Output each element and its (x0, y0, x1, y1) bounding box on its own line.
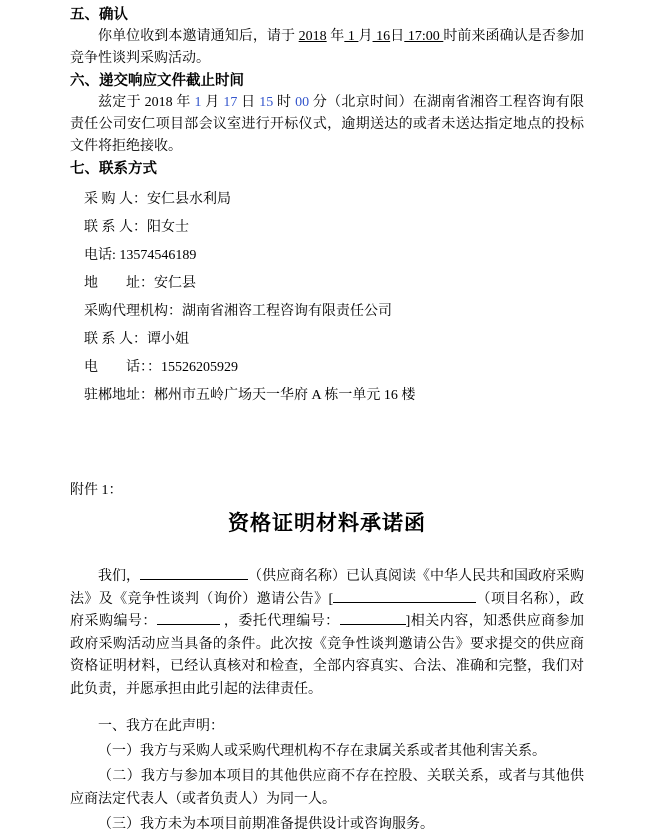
attach-seg6: ]相关内容，知悉供应商参加政府采购活动应当具备的条件。此次按《竞争性谈判邀请公告》要求提交的供应商资格证明材料，已经认真核对和检查，全部内容真实、合法、准确和完整，我们对此负责，并愿承担由此引起的法律责任。 (70, 614, 585, 697)
contact-line-agency-contact: 联 系 人：谭小姐 (84, 332, 189, 347)
contact-line-agency-phone: 电 话：：15526205929 (84, 360, 238, 375)
confirm-day-label: 日 (390, 29, 405, 44)
deadline-paragraph (70, 92, 584, 158)
section-confirm-heading: 五、确认 (70, 7, 128, 23)
declaration-heading: 一、我方在此声明： (98, 719, 224, 734)
contact-line-purchaser: 采 购 人：安仁县水利局 (84, 192, 231, 207)
deadline-seg2: 月 (201, 95, 224, 110)
contact-line-address: 地 址：安仁县 (84, 276, 196, 291)
confirm-paragraph (70, 26, 584, 70)
confirm-month-value: 1 (344, 29, 359, 44)
declaration-item-2: （二）我方与参加本项目的其他供应商不存在控股、关联关系，或者与其他供应商法定代表人（或者负责人）为同一人。 (70, 769, 584, 807)
attach-seg5: ，委托代理编号： (219, 614, 340, 629)
confirm-month-label: 月 (358, 29, 373, 44)
purchase-number-blank (157, 611, 220, 625)
attachment-label: 附件 1： (70, 483, 123, 498)
declaration-item-3: （三）我方未为本项目前期准备提供设计或咨询服务。 (98, 817, 434, 830)
deadline-hour-value: 15 (259, 95, 274, 110)
attach-seg4: 编号： (113, 614, 157, 629)
confirm-text-before: 你单位收到本邀请通知后，请于 (98, 29, 299, 44)
contact-line-contact-person: 联 系 人：阳女士 (84, 220, 189, 235)
section-contacts-heading: 七、联系方式 (70, 161, 157, 177)
confirm-time-value: 17:00 (404, 29, 444, 44)
deadline-minute-value: 00 (295, 95, 310, 110)
confirm-day-value: 16 (372, 29, 391, 44)
contact-line-phone: 电话: 13574546189 (84, 248, 197, 263)
supplier-name-blank (140, 566, 248, 580)
contact-line-agency: 采购代理机构：湖南省湘咨工程咨询有限责任公司 (84, 304, 392, 319)
attach-seg3: （项目名称），政府采购 (70, 591, 584, 629)
confirm-year-label: 年 (326, 29, 345, 44)
attach-seg2: （供应商名称）已认真阅读《中华人民共和国政府采购法》及《竞争性谈判（询价）邀请公告》[ (70, 569, 584, 607)
attachment-title: 资格证明材料承诺函 (228, 511, 426, 535)
contact-line-chenzhou-address: 驻郴地址：郴州市五岭广场天一华府 A 栋一单元 16 楼 (84, 388, 416, 403)
confirm-year-value: 2018 (298, 29, 327, 44)
deadline-seg4: 时 (273, 95, 296, 110)
section-deadline-heading: 六、递交响应文件截止时间 (70, 73, 244, 89)
deadline-seg1: 兹定于 2018 年 (98, 95, 195, 110)
deadline-seg3: 日 (237, 95, 260, 110)
contacts-block (70, 186, 584, 410)
deadline-month-value: 1 (194, 95, 202, 110)
confirm-text-after: 时前来函确认是否参加竞争性谈判采购活动。 (70, 29, 585, 66)
attach-seg1: 我们， (98, 569, 140, 584)
attachment-body-paragraph (70, 566, 584, 701)
deadline-seg5: 分（北京时间）在湖南省湘咨工程咨询有限责任公司安仁项目部会议室进行开标仪式，逾期送达的或者未送达指定地点的投标文件将拒绝接收。 (70, 95, 585, 154)
project-name-blank (333, 589, 476, 603)
declaration-item-1: （一）我方与采购人或采购代理机构不存在隶属关系或者其他利害关系。 (98, 744, 546, 759)
agency-number-blank (340, 611, 406, 625)
deadline-day-value: 17 (223, 95, 238, 110)
